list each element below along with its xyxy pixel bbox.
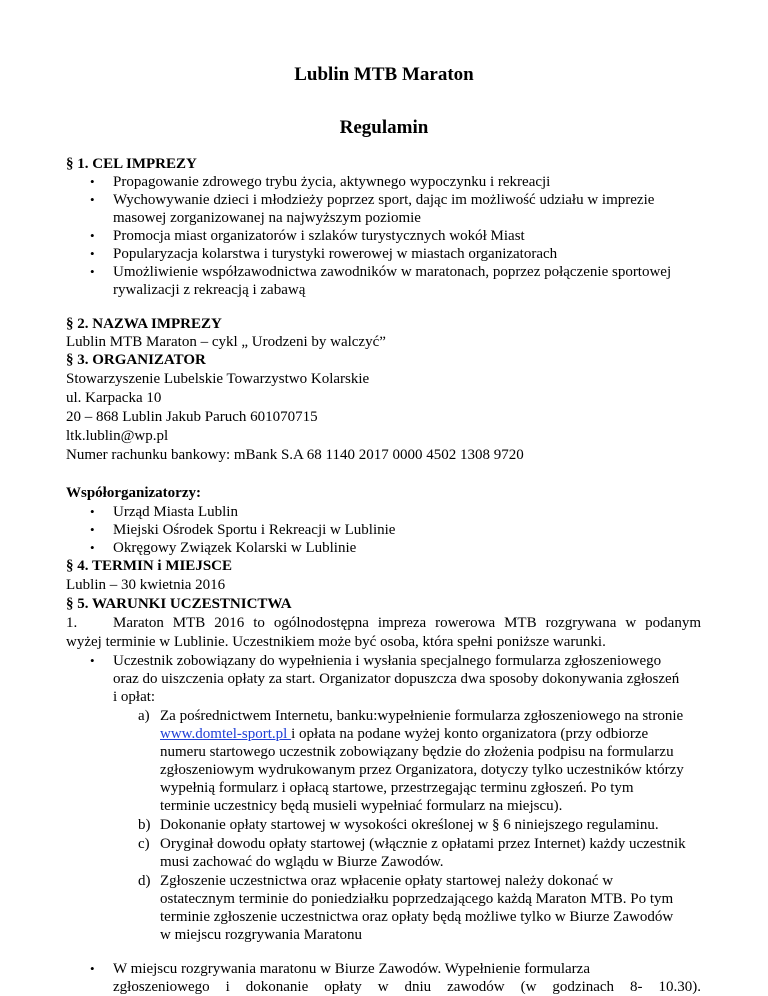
bullet-icon: •: [90, 504, 95, 519]
sublist-item-c: Oryginał dowodu opłaty startowej (włącznie z opłatami przez Internet) każdy uczestnik: [160, 836, 686, 852]
list-item: Miejski Ośrodek Sportu i Rekreacji w Lublinie: [113, 522, 396, 538]
coorganizers-heading: Współorganizatorzy:: [66, 485, 201, 501]
list-item: Urząd Miasta Lublin: [113, 504, 238, 520]
organizer-city-contact: 20 – 868 Lublin Jakub Paruch 601070715: [66, 409, 318, 425]
bullet-icon: •: [90, 192, 95, 207]
bullet-icon: •: [90, 264, 95, 279]
sublist-item-c-line: musi zachować do wglądu w Biurze Zawodów.: [160, 854, 444, 870]
list-item: Okręgowy Związek Kolarski w Lublinie: [113, 540, 357, 556]
list-item: Popularyzacja kolarstwa i turystyki rowerowej w miastach organizatorach: [113, 246, 558, 262]
bullet-icon: •: [90, 653, 95, 668]
sublist-label-c: c): [138, 836, 150, 852]
bullet-icon: •: [90, 961, 95, 976]
section-2-text: Lublin MTB Maraton – cykl „ Urodzeni by walczyć”: [66, 334, 386, 350]
list-item-continuation: i opłat:: [113, 689, 156, 705]
section-4-heading: § 4. TERMIN i MIEJSCE: [66, 558, 232, 574]
list-item: Umożliwienie współzawodnictwa zawodników w maratonach, poprzez połączenie sportowej: [113, 264, 672, 280]
sublist-item-a-line: wypełnią formularz i opłacą startowe, przestrzegając terminu zgłoszeń. Po tym: [160, 780, 634, 796]
bullet-icon: •: [90, 246, 95, 261]
list-item: Propagowanie zdrowego trybu życia, aktywnego wypoczynku i rekreacji: [113, 174, 551, 190]
section-5-heading: § 5. WARUNKI UCZESTNICTWA: [66, 596, 292, 612]
organizer-name: Stowarzyszenie Lubelskie Towarzystwo Kolarskie: [66, 371, 370, 387]
organizer-email: ltk.lublin@wp.pl: [66, 428, 169, 444]
bullet-icon: •: [90, 174, 95, 189]
list-item: Uczestnik zobowiązany do wypełnienia i wysłania specjalnego formularza zgłoszeniowego: [113, 653, 662, 669]
sublist-item-d-line: terminie zgłoszenie uczestnictwa oraz opłaty będą możliwe tylko w Biurze Zawodów: [160, 909, 674, 925]
sublist-label-d: d): [138, 873, 151, 889]
sublist-item-a: Za pośrednictwem Internetu, banku:wypełnienie formularza zgłoszeniowego na stronie: [160, 708, 684, 724]
sublist-item-b: Dokonanie opłaty startowej w wysokości określonej w § 6 niniejszego regulaminu.: [160, 817, 659, 833]
sublist-item-a-line: numeru startowego uczestnik zobowiązany będzie do złożenia podpisu na formularzu: [160, 744, 674, 760]
list-item-continuation: masowej zorganizowanej na najwyższym poziomie: [113, 210, 421, 226]
bullet-icon: •: [90, 522, 95, 537]
domtel-sport-link[interactable]: www.domtel-sport.pl: [160, 726, 292, 742]
bullet-icon: •: [90, 540, 95, 555]
sublist-item-d: Zgłoszenie uczestnictwa oraz wpłacenie opłaty startowej należy dokonać w: [160, 873, 614, 889]
bank-account: Numer rachunku bankowy: mBank S.A 68 1140 2017 0000 4502 1308 9720: [66, 447, 524, 463]
list-item-continuation: oraz do uiszczenia opłaty za start. Organizator dopuszcza dwa sposoby dokonywania zgłoszeń: [113, 671, 680, 687]
sublist-item-a-line: [160, 725, 648, 743]
list-item-continuation: zgłoszeniowego i dokonanie opłaty w dniu zawodów (w godzinach 8- 10.30).: [113, 979, 701, 995]
bullet-icon: •: [90, 228, 95, 243]
document-title: Lublin MTB Maraton: [294, 64, 474, 85]
section-2-heading: § 2. NAZWA IMPREZY: [66, 316, 222, 332]
list-item: Wychowywanie dzieci i młodzieży poprzez sport, dając im możliwość udziału w imprezie: [113, 192, 655, 208]
organizer-street: ul. Karpacka 10: [66, 390, 162, 406]
list-item-continuation: rywalizacji z rekreacją i zabawą: [113, 282, 306, 298]
list-item: Promocja miast organizatorów i szlaków turystycznych wokół Miast: [113, 228, 525, 244]
document-subtitle: Regulamin: [339, 117, 429, 138]
sublist-item-d-line: ostatecznym terminie do poniedziałku poprzedzającego każdą Maraton MTB. Po tym: [160, 891, 674, 907]
list-item: W miejscu rozgrywania maratonu w Biurze Zawodów. Wypełnienie formularza: [113, 961, 590, 977]
sublist-item-d-line: w miejscu rozgrywania Maratonu: [160, 927, 363, 943]
section-1-heading: § 1. CEL IMPREZY: [66, 156, 197, 172]
sublist-item-a-line: zgłoszeniowym wydrukowanym przez Organizatora, dotyczy tylko uczestników którzy: [160, 762, 684, 778]
section-4-text: Lublin – 30 kwietnia 2016: [66, 577, 226, 593]
paragraph-number: 1.: [66, 615, 78, 631]
paragraph-line: Maraton MTB 2016 to ogólnodostępna impreza rowerowa MTB rozgrywana w podanym: [113, 615, 701, 631]
sublist-item-a-text: i opłata na podane wyżej konto organizatora (przy odbiorze: [291, 726, 649, 742]
sublist-label-b: b): [138, 817, 151, 833]
paragraph-line: wyżej terminie w Lublinie. Uczestnikiem może być osoba, która spełni poniższe warunki.: [66, 634, 606, 650]
sublist-item-a-line: terminie uczestnicy będą musieli wypełniać formularz na miejscu).: [160, 798, 563, 814]
section-3-heading: § 3. ORGANIZATOR: [66, 352, 206, 368]
sublist-label-a: a): [138, 708, 150, 724]
